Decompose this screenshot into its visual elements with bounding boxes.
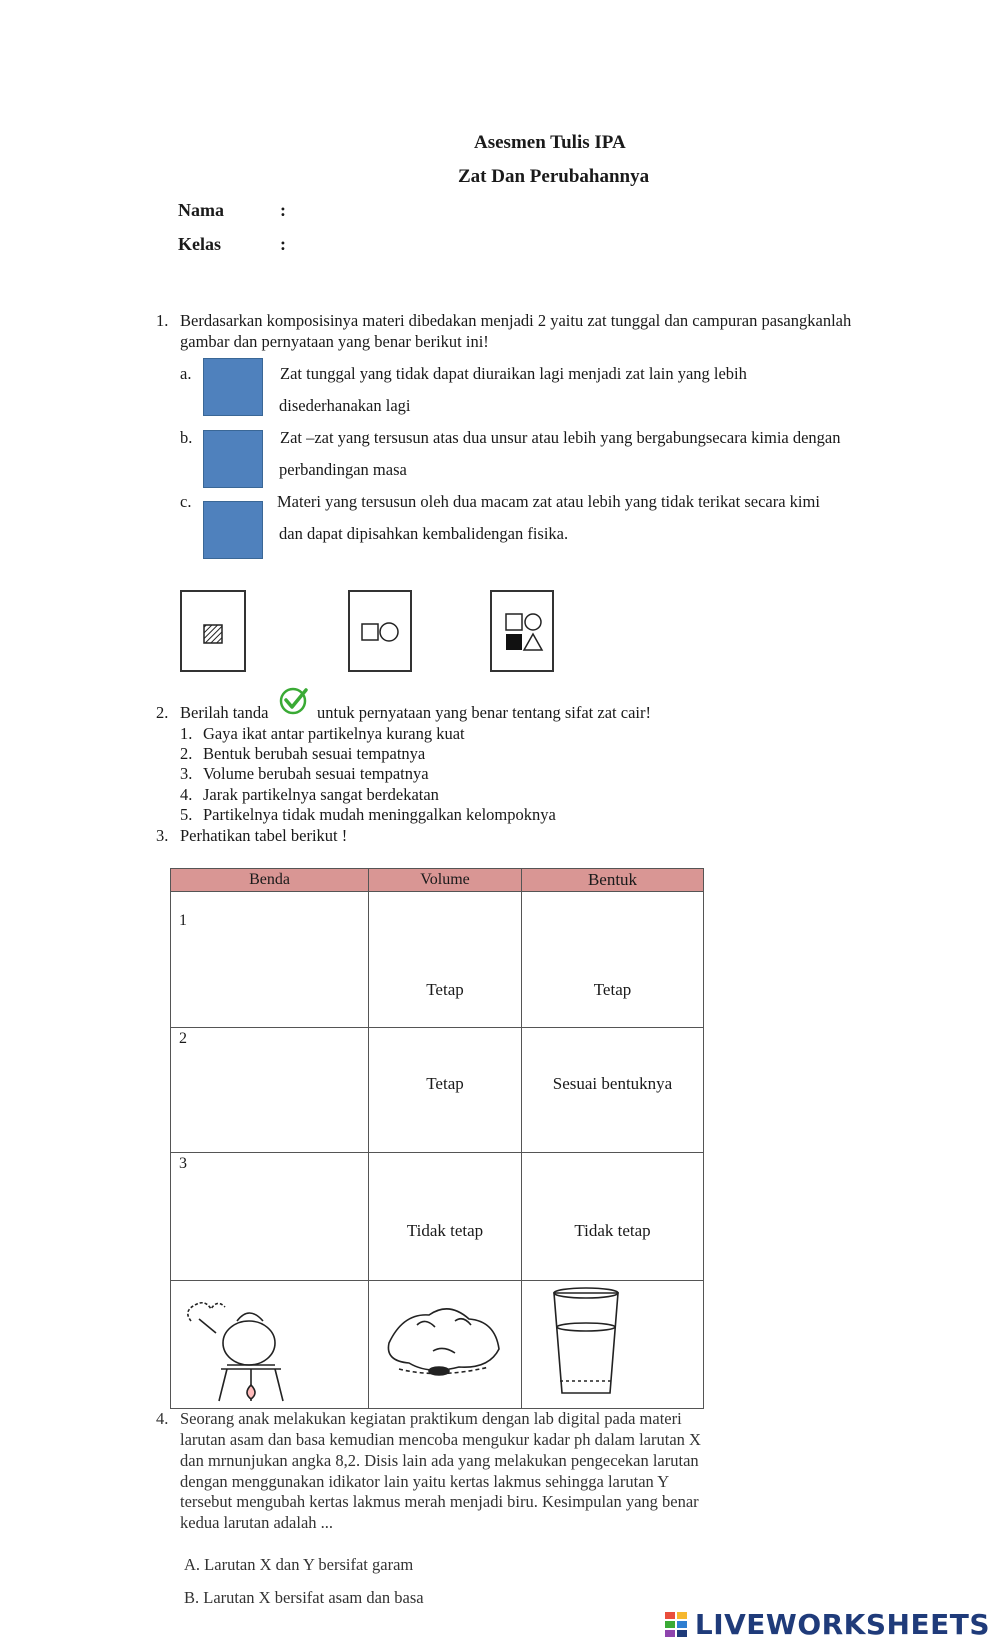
q1-option-b-line1: Zat –zat yang tersusun atas dua unsur atau lebih yang bergabungsecara kimia dengan [280,428,841,447]
q2-item-number: 3. [180,764,193,783]
boiling-kettle-icon [171,1281,361,1403]
q3-text: Perhatikan tabel berikut ! [180,826,348,845]
drop-zone-row3[interactable] [171,1153,369,1281]
square-circle-icon [350,592,410,670]
q1-option-letter: c. [180,492,192,511]
q1-number: 1. [156,311,169,330]
q1-option-b-line2: perbandingan masa [279,460,407,479]
q4-line: tersebut mengubah kertas lakmus merah menjadi biru. Kesimpulan yang benar [180,1492,699,1511]
row-number: 2 [179,1030,187,1047]
name-label: Nama [178,200,224,220]
q1-option-c-line2: dan dapat dipisahkan kembalidengan fisika. [279,524,569,543]
row-number: 1 [179,912,187,929]
q1-option-a-line1: Zat tunggal yang tidak dapat diuraikan lagi menjadi zat lain yang lebih [280,364,747,383]
bentuk-cell: Tidak tetap [574,1221,651,1240]
table-row [171,1153,704,1281]
q2-text-after: untuk pernyataan yang benar tentang sifat zat cair! [317,703,651,722]
shapes-group-icon [492,592,552,670]
header-benda: Benda [171,869,369,892]
matter-table [170,868,704,1409]
water-glass-image-cell[interactable] [522,1281,704,1409]
volume-cell: Tetap [426,980,464,999]
drop-zone-a[interactable] [203,358,263,416]
melting-ice-icon [369,1281,519,1403]
logo-mark-icon [665,1612,689,1638]
q4-option-a[interactable]: A. Larutan X dan Y bersifat garam [184,1555,414,1574]
q1-option-c-line1: Materi yang tersusun oleh dua macam zat atau lebih yang tidak terikat secara kimi [277,492,820,511]
q4-number: 4. [156,1409,169,1428]
q4-line: Seorang anak melakukan kegiatan praktikum dengan lab digital pada materi [180,1409,682,1428]
document-title: Asesmen Tulis IPA [474,132,626,153]
name-colon: : [280,200,286,220]
bentuk-cell: Sesuai bentuknya [552,1074,673,1093]
q1-option-letter: b. [180,428,193,447]
q4-line: kedua larutan adalah ... [180,1513,334,1532]
drop-zone-row2[interactable] [171,1028,369,1153]
q2-item-number: 1. [180,724,193,743]
ice-image-cell[interactable] [369,1281,522,1409]
brand-text: LIVEWORKSHEETS [694,1608,990,1641]
volume-cell: Tidak tetap [406,1221,484,1240]
q2-item[interactable]: Volume berubah sesuai tempatnya [203,764,429,783]
table-row [171,892,704,1028]
single-element-figure[interactable] [180,590,246,672]
q1-text-line1: Berdasarkan komposisinya materi dibedakan menjadi 2 yaitu zat tunggal dan campuran pasangkanlah [180,311,852,330]
water-glass-icon [522,1281,702,1403]
volume-cell: Tetap [426,1074,464,1093]
table-row [171,1028,704,1153]
q2-text-before: Berilah tanda [180,703,269,722]
class-colon: : [280,234,286,254]
bentuk-cell: Tetap [593,980,632,999]
header-volume: Volume [369,869,522,892]
q4-option-b[interactable]: B. Larutan X bersifat asam dan basa [184,1588,424,1607]
hatched-square-icon [182,592,244,670]
drop-zone-row1[interactable] [171,892,369,1028]
document-subtitle: Zat Dan Perubahannya [458,166,650,187]
q4-line: dengan menggunakan idikator lain yaitu kertas lakmus sehingga larutan Y [180,1472,670,1491]
row-number: 3 [179,1155,187,1172]
q2-number: 2. [156,703,169,722]
q2-item-number: 4. [180,785,193,804]
class-label: Kelas [178,234,221,254]
header-bentuk: Bentuk [522,869,704,892]
q2-item-number: 2. [180,744,193,763]
q1-text-line2: gambar dan pernyataan yang benar berikut ini! [180,332,489,351]
q2-item[interactable]: Jarak partikelnya sangat berdekatan [203,785,439,804]
drop-zone-c[interactable] [203,501,263,559]
mixture-figure[interactable] [348,590,412,672]
q1-option-a-line2: disederhanakan lagi [279,396,411,415]
q4-line: larutan asam dan basa kemudian mencoba mengukur kadar ph dalam larutan X [180,1430,701,1449]
checkmark-icon [278,686,312,716]
kettle-image-cell[interactable] [171,1281,369,1409]
q4-line: dan mrnunjukan angka 8,2. Disis lain ada yang melakukan pengecekan larutan [180,1451,699,1470]
q1-option-letter: a. [180,364,192,383]
q2-item-number: 5. [180,805,193,824]
liveworksheets-logo [665,1608,990,1641]
drop-zone-b[interactable] [203,430,263,488]
compound-figure[interactable] [490,590,554,672]
q2-item[interactable]: Bentuk berubah sesuai tempatnya [203,744,426,763]
q2-item[interactable]: Gaya ikat antar partikelnya kurang kuat [203,724,465,743]
q2-item[interactable]: Partikelnya tidak mudah meninggalkan kelompoknya [203,805,556,824]
q3-number: 3. [156,826,169,845]
